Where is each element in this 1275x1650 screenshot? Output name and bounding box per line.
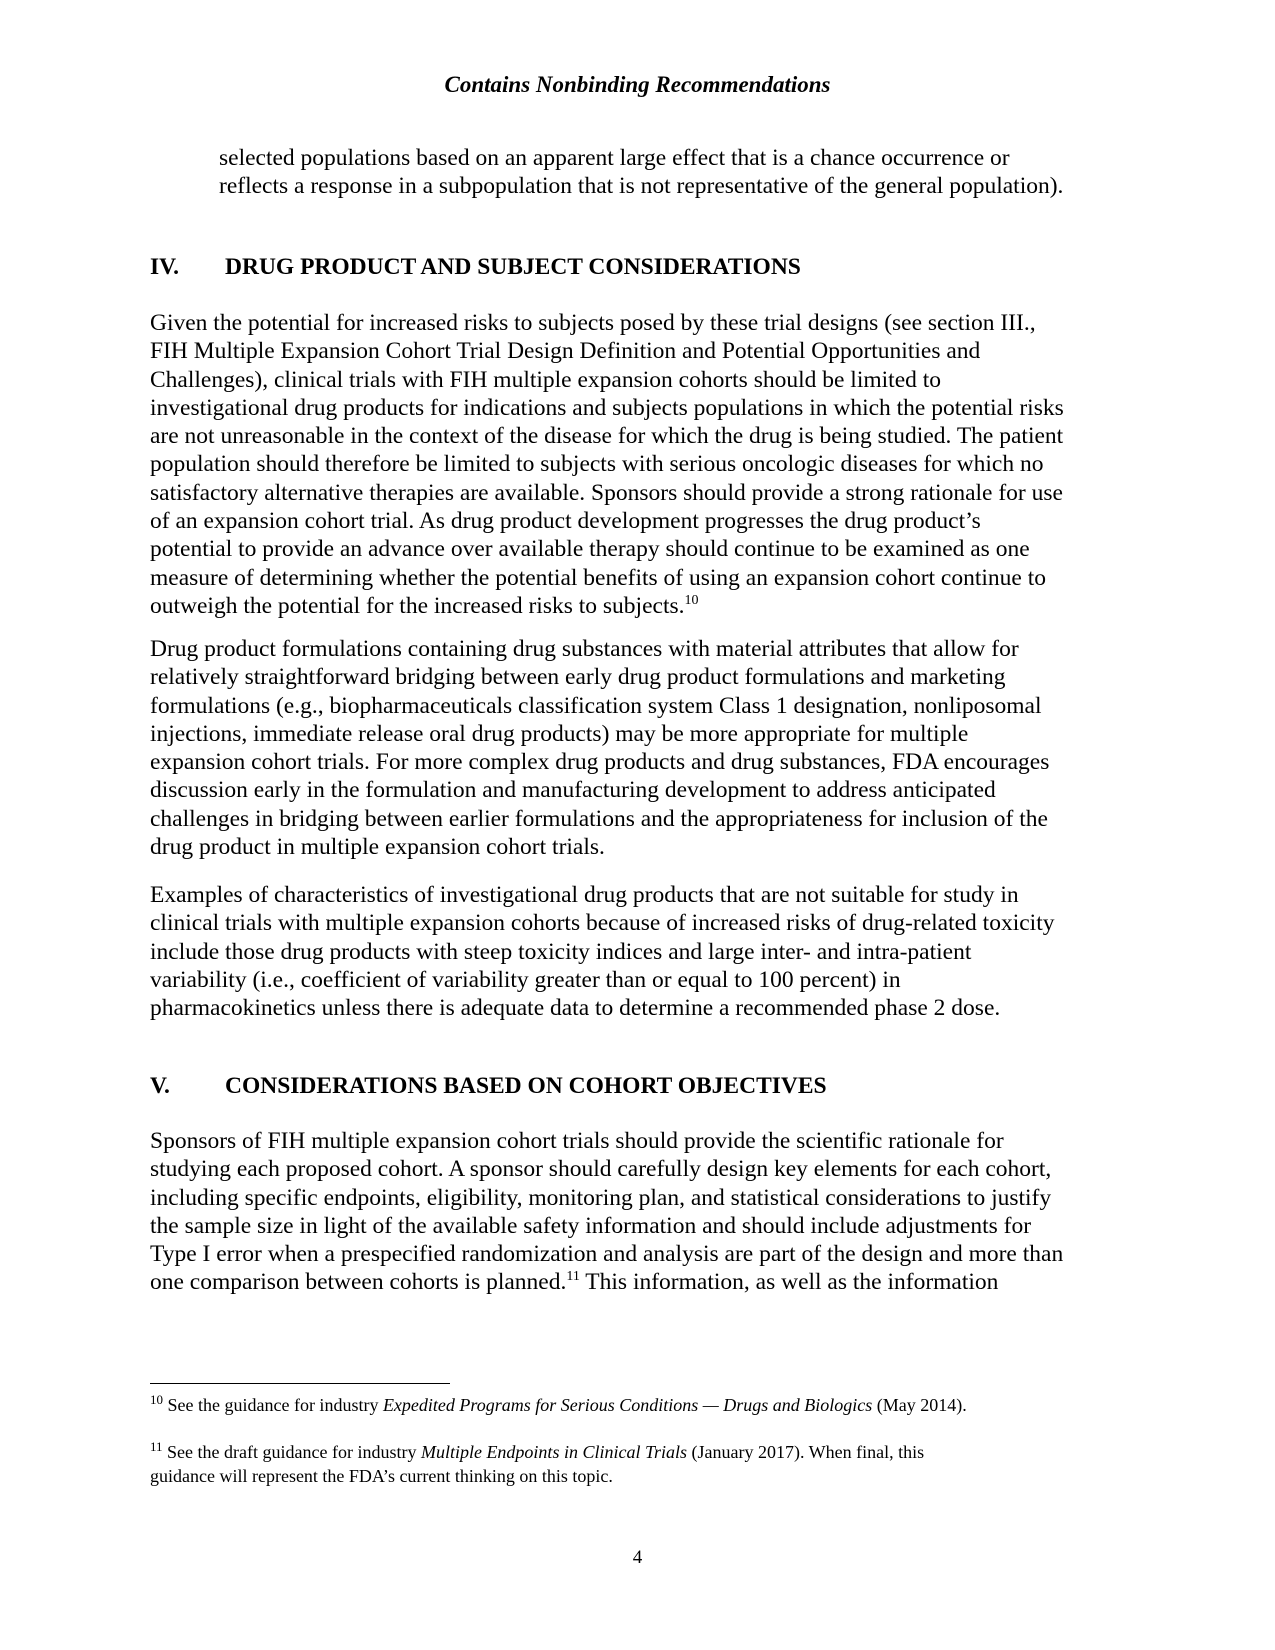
footnote-10 — [150, 1393, 967, 1417]
text-line: are not unreasonable in the context of the disease for which the drug is being studied. The patient — [150, 423, 1064, 450]
footnote-citation-title: Multiple Endpoints in Clinical Trials — [420, 1442, 687, 1462]
text-line: FIH Multiple Expansion Cohort Trial Design Definition and Potential Opportunities and — [150, 338, 981, 365]
footnote-text: (May 2014). — [872, 1395, 967, 1415]
footnote-number: 11 — [150, 1439, 163, 1454]
text-line: Examples of characteristics of investigational drug products that are not suitable for study in — [150, 882, 1019, 908]
text-line: discussion early in the formulation and manufacturing development to address anticipated — [150, 777, 996, 804]
section-v-paragraph-1 — [150, 1127, 1063, 1297]
text-line: the sample size in light of the available safety information and should include adjustments for — [150, 1212, 1032, 1239]
text-line-content: outweigh the potential for the increased risks to subjects. — [150, 592, 685, 619]
text-line — [150, 1268, 1063, 1296]
footnote-separator — [150, 1383, 450, 1384]
footnote-number: 10 — [150, 1392, 163, 1407]
section-heading-iv — [150, 254, 801, 281]
text-line: formulations (e.g., biopharmaceuticals classification system Class 1 designation, nonliposomal — [150, 692, 1042, 719]
text-line: including specific endpoints, eligibility, monitoring plan, and statistical considerations to justify — [150, 1184, 1052, 1211]
text-line-content: one comparison between cohorts is planned. — [150, 1269, 567, 1296]
footnote-reference[interactable]: 10 — [684, 593, 699, 609]
section-title: CONSIDERATIONS BASED ON COHORT OBJECTIVES — [225, 1073, 827, 1099]
text-line: injections, immediate release oral drug products) may be more appropriate for multiple — [150, 720, 969, 747]
section-title: DRUG PRODUCT AND SUBJECT CONSIDERATIONS — [225, 254, 801, 280]
text-line: Type I error when a prespecified randomization and analysis are part of the design and more than — [150, 1241, 1064, 1268]
text-line: Sponsors of FIH multiple expansion cohort trials should provide the scientific rationale for — [150, 1128, 1004, 1154]
text-line: Given the potential for increased risks to subjects posed by these trial designs (see section III., — [150, 310, 1036, 336]
footnote-reference[interactable]: 11 — [566, 1269, 580, 1285]
text-line: of an expansion cohort trial. As drug product development progresses the drug product’s — [150, 508, 981, 535]
section-iv-paragraph-3 — [150, 881, 1054, 1022]
text-line: clinical trials with multiple expansion cohorts because of increased risks of drug-related toxicity — [150, 910, 1055, 937]
section-number: V. — [150, 1073, 170, 1099]
running-header: Contains Nonbinding Recommendations — [444, 72, 831, 97]
text-line: potential to provide an advance over available therapy should continue to be examined as one — [150, 536, 1030, 563]
footnote-11 — [150, 1440, 924, 1488]
text-line: Challenges), clinical trials with FIH multiple expansion cohorts should be limited to — [150, 366, 942, 393]
section-heading-v — [150, 1073, 827, 1100]
text-line-content: This information, as well as the information — [579, 1269, 999, 1296]
section-iv-paragraph-2 — [150, 635, 1049, 861]
section-iv-paragraph-1 — [150, 309, 1064, 620]
text-line: variability (i.e., coefficient of variability greater than or equal to 100 percent) in — [150, 966, 901, 993]
continuation-paragraph — [219, 144, 1063, 201]
text-line: relatively straightforward bridging between early drug product formulations and marketing — [150, 664, 1006, 691]
footnote-line: guidance will represent the FDA’s current thinking on this topic. — [150, 1466, 613, 1486]
text-line: studying each proposed cohort. A sponsor should carefully design key elements for each cohort, — [150, 1156, 1052, 1183]
footnote-line — [150, 1440, 924, 1464]
text-line: drug product in multiple expansion cohort trials. — [150, 834, 605, 861]
footnote-citation-title: Expedited Programs for Serious Conditions — Drugs and Biologics — [382, 1395, 873, 1415]
text-line: reflects a response in a subpopulation that is not representative of the general population). — [219, 173, 1064, 200]
text-line: Drug product formulations containing drug substances with material attributes that allow for — [150, 636, 1019, 662]
text-line: satisfactory alternative therapies are available. Sponsors should provide a strong rationale for use — [150, 479, 1063, 506]
text-line: selected populations based on an apparent large effect that is a chance occurrence or — [219, 145, 1010, 171]
text-line: challenges in bridging between earlier formulations and the appropriateness for inclusion of the — [150, 805, 1048, 832]
section-number: IV. — [150, 254, 179, 280]
text-line: measure of determining whether the potential benefits of using an expansion cohort continue to — [150, 564, 1047, 591]
text-line: include those drug products with steep toxicity indices and large inter- and intra-patient — [150, 938, 972, 965]
text-line: expansion cohort trials. For more complex drug products and drug substances, FDA encourages — [150, 749, 1050, 776]
page-number: 4 — [632, 1547, 643, 1568]
footnote-text: See the guidance for industry — [163, 1395, 383, 1415]
footnote-text: See the draft guidance for industry — [162, 1442, 421, 1462]
text-line — [150, 592, 1064, 620]
footnote-text: (January 2017). When final, this — [686, 1442, 925, 1462]
text-line: population should therefore be limited to subjects with serious oncologic diseases for which no — [150, 451, 1044, 478]
text-line: investigational drug products for indications and subjects populations in which the potential risks — [150, 394, 1064, 421]
text-line: pharmacokinetics unless there is adequate data to determine a recommended phase 2 dose. — [150, 995, 1001, 1022]
